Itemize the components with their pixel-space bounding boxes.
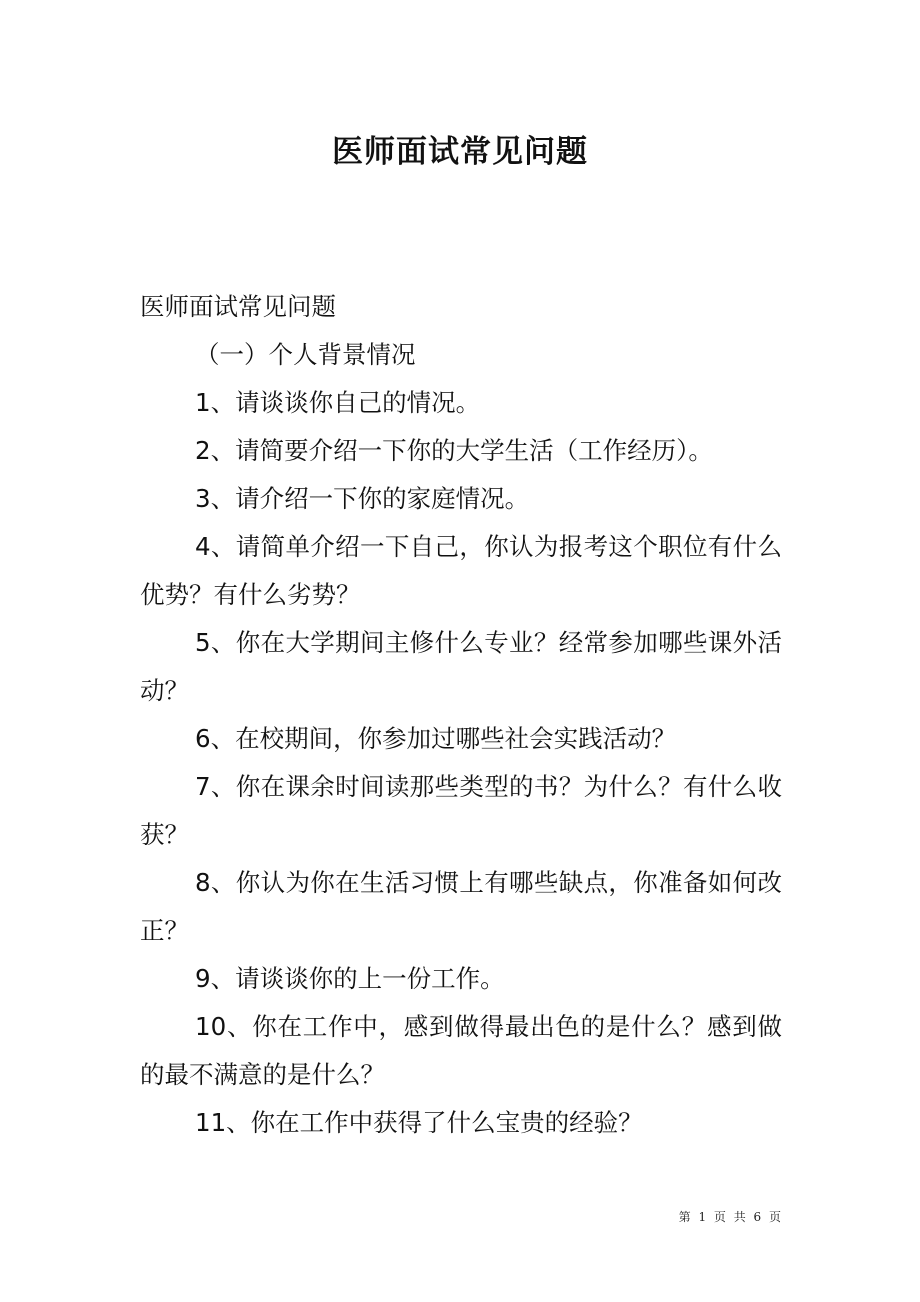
question-item: 6、在校期间，你参加过哪些社会实践活动？ [195, 724, 677, 753]
page-number-footer: 第 1 页 共 6 页 [678, 1210, 781, 1224]
question-item: 11、你在工作中获得了什么宝贵的经验？ [195, 1108, 643, 1137]
body-heading: 医师面试常见问题 [140, 292, 336, 321]
document-title: 医师面试常见问题 [332, 134, 588, 170]
question-item: 1、请谈谈你自己的情况。 [195, 388, 481, 417]
question-item: 9、请谈谈你的上一份工作。 [195, 964, 505, 993]
question-item: 8、你认为你在生活习惯上有哪些缺点，你准备如何改正？ [140, 868, 782, 945]
question-item: 3、请介绍一下你的家庭情况。 [195, 484, 530, 513]
question-item: 2、请简要介绍一下你的大学生活（工作经历）。 [195, 436, 713, 465]
question-item: 4、请简单介绍一下自己，你认为报考这个职位有什么优势？有什么劣势？ [140, 532, 782, 609]
section-heading: （一）个人背景情况 [195, 340, 416, 369]
question-item: 7、你在课余时间读那些类型的书？为什么？有什么收获？ [140, 772, 782, 849]
question-item: 10、你在工作中，感到做得最出色的是什么？感到做的最不满意的是什么？ [140, 1012, 782, 1089]
document-body [140, 283, 782, 1147]
question-item: 5、你在大学期间主修什么专业？经常参加哪些课外活动？ [140, 628, 782, 705]
